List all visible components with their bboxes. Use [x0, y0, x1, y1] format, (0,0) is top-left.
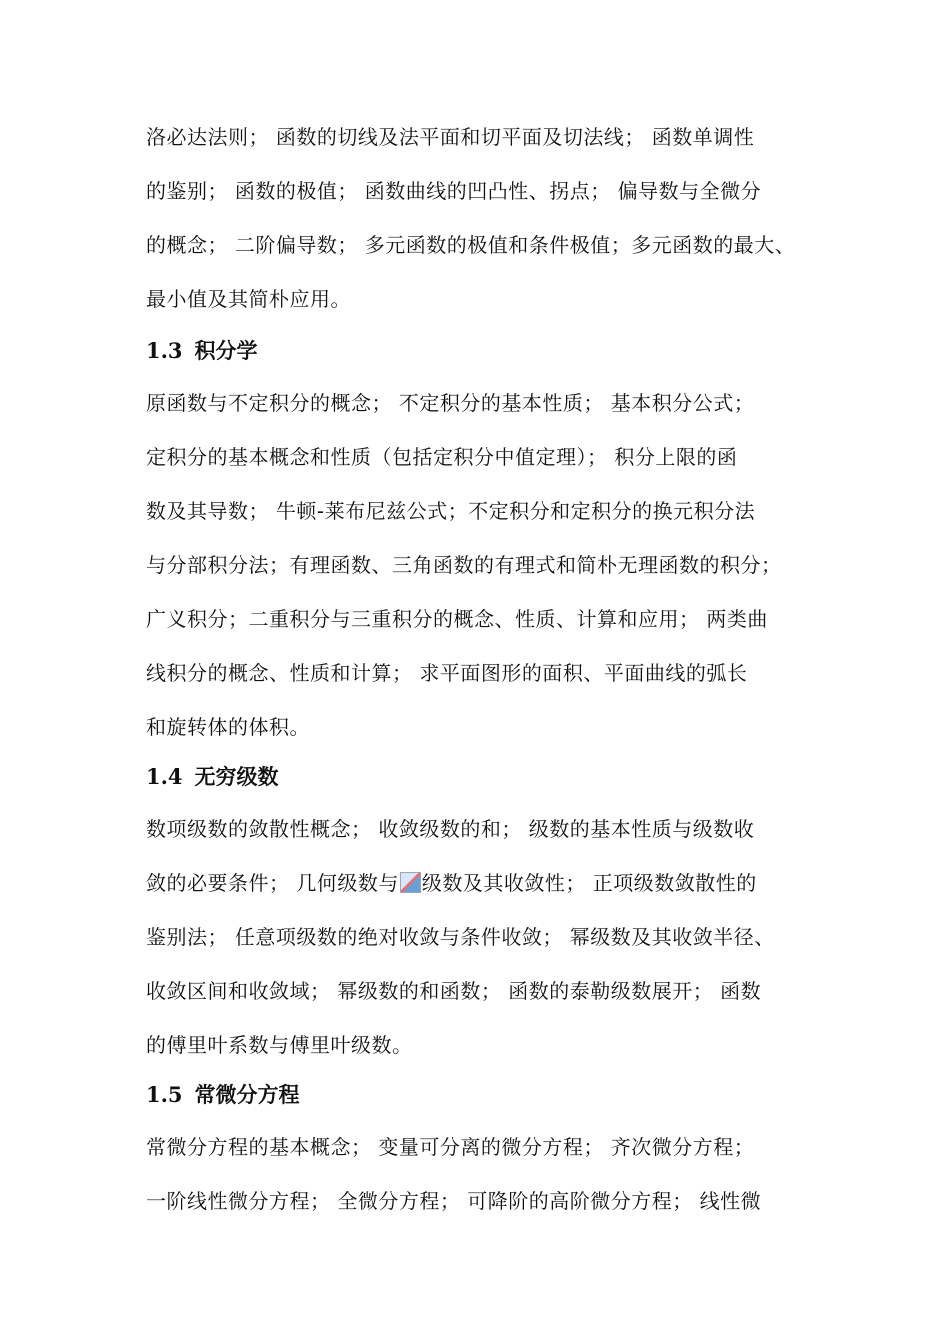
text-line: 的鉴别； 函数的极值； 函数曲线的凹凸性、拐点； 偏导数与全微分 [146, 179, 762, 203]
section-number: 1.4 [146, 764, 183, 789]
section-title: 常微分方程 [194, 1083, 300, 1107]
text-fragment: 敛的必要条件； 几何级数与 [146, 871, 399, 895]
section-heading-1-3 [146, 338, 258, 364]
text-line: 最小值及其简朴应用。 [146, 287, 351, 311]
text-line: 与分部积分法；有理函数、三角函数的有理式和简朴无理函数的积分； [146, 553, 782, 577]
text-fragment: 级数及其收敛性； 正项级数敛散性的 [421, 871, 757, 895]
text-line: 数及其导数； 牛顿-莱布尼兹公式；不定积分和定积分的换元积分法 [146, 499, 756, 523]
section-heading-1-5 [146, 1082, 300, 1108]
image-placeholder-icon [400, 872, 421, 893]
text-line: 和旋转体的体积。 [146, 715, 310, 739]
text-line: 数项级数的敛散性概念； 收敛级数的和； 级数的基本性质与级数收 [146, 817, 755, 841]
text-line: 一阶线性微分方程； 全微分方程； 可降阶的高阶微分方程； 线性微 [146, 1189, 762, 1213]
section-title: 无穷级数 [194, 765, 279, 789]
text-line: 鉴别法； 任意项级数的绝对收敛与条件收敛； 幂级数及其收敛半径、 [146, 925, 775, 949]
text-line [146, 870, 757, 896]
text-line: 原函数与不定积分的概念； 不定积分的基本性质； 基本积分公式； [146, 391, 755, 415]
text-line: 的概念； 二阶偏导数； 多元函数的极值和条件极值；多元函数的最大、 [146, 233, 796, 257]
text-line: 洛必达法则； 函数的切线及法平面和切平面及切法线； 函数单调性 [146, 125, 755, 149]
section-number: 1.3 [146, 338, 183, 363]
text-line: 线积分的概念、性质和计算； 求平面图形的面积、平面曲线的弧长 [146, 661, 748, 685]
text-line: 的傅里叶系数与傅里叶级数。 [146, 1033, 413, 1057]
text-line: 收敛区间和收敛域； 幂级数的和函数； 函数的泰勒级数展开； 函数 [146, 979, 762, 1003]
section-title: 积分学 [194, 339, 258, 363]
text-line: 常微分方程的基本概念； 变量可分离的微分方程； 齐次微分方程； [146, 1135, 755, 1159]
section-heading-1-4 [146, 764, 279, 790]
text-line: 定积分的基本概念和性质（包括定积分中值定理）； 积分上限的函 [146, 445, 738, 469]
section-number: 1.5 [146, 1082, 183, 1107]
text-line: 广义积分；二重积分与三重积分的概念、性质、计算和应用； 两类曲 [146, 607, 768, 631]
